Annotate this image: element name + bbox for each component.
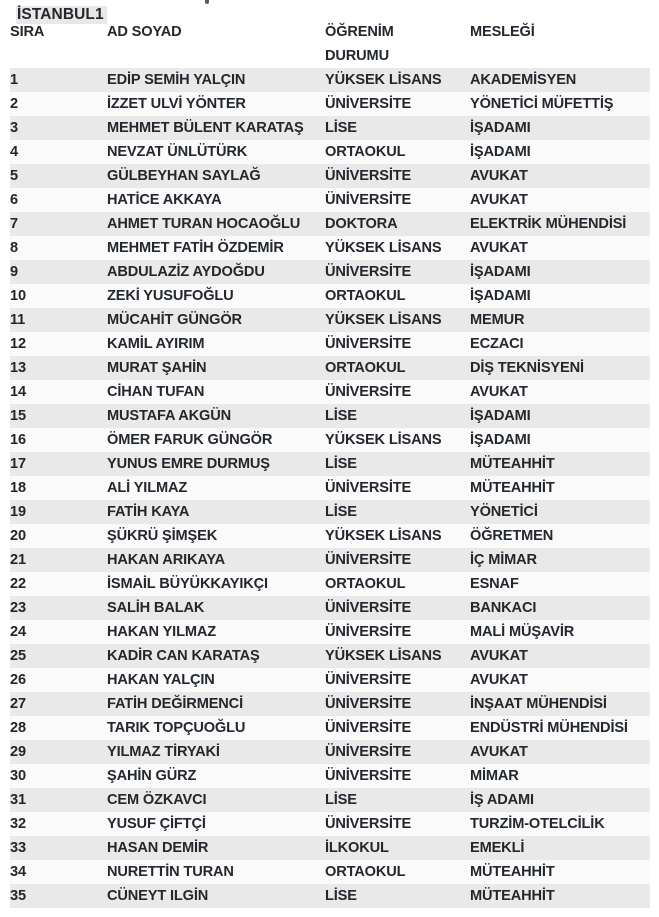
cell-sira: 35 [10, 884, 107, 908]
cell-sira: 19 [10, 500, 107, 524]
cell-ad-soyad: İSMAİL BÜYÜKKAYIKÇI [107, 572, 325, 596]
table-row [10, 836, 650, 860]
cell-meslegi: BANKACI [470, 596, 650, 620]
cell-ogrenim-durumu: ÜNİVERSİTE [325, 692, 470, 716]
table-row [10, 236, 650, 260]
cell-ad-soyad: HAKAN ARIKAYA [107, 548, 325, 572]
column-header-meslegi-label: MESLEĞİ [470, 24, 535, 40]
cell-ad-soyad: YUSUF ÇİFTÇİ [107, 812, 325, 836]
cell-sira: 12 [10, 332, 107, 356]
cell-meslegi: İŞADAMI [470, 428, 650, 452]
cell-ad-soyad: ABDULAZİZ AYDOĞDU [107, 260, 325, 284]
cell-ad-soyad: GÜLBEYHAN SAYLAĞ [107, 164, 325, 188]
cell-sira: 18 [10, 476, 107, 500]
cell-ogrenim-durumu: YÜKSEK LİSANS [325, 68, 470, 92]
cell-ad-soyad: ZEKİ YUSUFOĞLU [107, 284, 325, 308]
cell-ad-soyad: YUNUS EMRE DURMUŞ [107, 452, 325, 476]
column-header-sira-label: SIRA [10, 24, 45, 40]
cell-meslegi: MEMUR [470, 308, 650, 332]
cell-ad-soyad: CİHAN TUFAN [107, 380, 325, 404]
table-row [10, 212, 650, 236]
cell-sira: 21 [10, 548, 107, 572]
cell-ad-soyad: YILMAZ TİRYAKİ [107, 740, 325, 764]
cell-ogrenim-durumu: LİSE [325, 452, 470, 476]
cell-sira: 23 [10, 596, 107, 620]
cell-ad-soyad: NEVZAT ÜNLÜTÜRK [107, 140, 325, 164]
table-header [10, 21, 650, 68]
cell-ad-soyad: ŞAHİN GÜRZ [107, 764, 325, 788]
cell-sira: 22 [10, 572, 107, 596]
table-row [10, 692, 650, 716]
table-row [10, 356, 650, 380]
table-row [10, 764, 650, 788]
table-row [10, 428, 650, 452]
cell-meslegi: DİŞ TEKNİSYENİ [470, 356, 650, 380]
cell-sira: 26 [10, 668, 107, 692]
table-row [10, 596, 650, 620]
cell-ogrenim-durumu: ORTAOKUL [325, 140, 470, 164]
cell-sira: 15 [10, 404, 107, 428]
cell-ogrenim-durumu: ÜNİVERSİTE [325, 716, 470, 740]
cell-meslegi: ELEKTRİK MÜHENDİSİ [470, 212, 650, 236]
table-row [10, 812, 650, 836]
cell-ogrenim-durumu: YÜKSEK LİSANS [325, 236, 470, 260]
cell-ogrenim-durumu: ÜNİVERSİTE [325, 812, 470, 836]
cell-sira: 29 [10, 740, 107, 764]
table-row [10, 452, 650, 476]
table-row [10, 308, 650, 332]
cell-meslegi: İÇ MİMAR [470, 548, 650, 572]
table-row [10, 668, 650, 692]
cell-meslegi: İŞADAMI [470, 260, 650, 284]
table-row [10, 332, 650, 356]
cell-ogrenim-durumu: YÜKSEK LİSANS [325, 428, 470, 452]
cell-ad-soyad: MÜCAHİT GÜNGÖR [107, 308, 325, 332]
cell-ad-soyad: FATİH DEĞİRMENCİ [107, 692, 325, 716]
cell-ogrenim-durumu: ÜNİVERSİTE [325, 476, 470, 500]
cell-sira: 28 [10, 716, 107, 740]
cell-sira: 13 [10, 356, 107, 380]
cell-ad-soyad: KADİR CAN KARATAŞ [107, 644, 325, 668]
cell-meslegi: MÜTEAHHİT [470, 860, 650, 884]
cell-ad-soyad: MEHMET FATİH ÖZDEMİR [107, 236, 325, 260]
cell-ogrenim-durumu: ÜNİVERSİTE [325, 740, 470, 764]
table-row [10, 884, 650, 908]
candidate-table [10, 21, 650, 908]
cell-meslegi: AVUKAT [470, 380, 650, 404]
cell-ad-soyad: ŞÜKRÜ ŞİMŞEK [107, 524, 325, 548]
cell-meslegi: İNŞAAT MÜHENDİSİ [470, 692, 650, 716]
cell-ad-soyad: MUSTAFA AKGÜN [107, 404, 325, 428]
cell-ogrenim-durumu: LİSE [325, 500, 470, 524]
cell-ogrenim-durumu: YÜKSEK LİSANS [325, 308, 470, 332]
cell-ogrenim-durumu: ÜNİVERSİTE [325, 92, 470, 116]
cell-ad-soyad: EDİP SEMİH YALÇIN [107, 68, 325, 92]
column-header-ad-soyad-label: AD SOYAD [107, 24, 182, 40]
table-row [10, 500, 650, 524]
table-row [10, 476, 650, 500]
cell-sira: 34 [10, 860, 107, 884]
cell-ad-soyad: MURAT ŞAHİN [107, 356, 325, 380]
cell-ogrenim-durumu: LİSE [325, 884, 470, 908]
table-row [10, 788, 650, 812]
cell-ad-soyad: HASAN DEMİR [107, 836, 325, 860]
cell-ogrenim-durumu: ÜNİVERSİTE [325, 260, 470, 284]
cell-ad-soyad: HAKAN YILMAZ [107, 620, 325, 644]
cell-meslegi: EMEKLİ [470, 836, 650, 860]
table-row [10, 716, 650, 740]
cell-meslegi: İŞADAMI [470, 140, 650, 164]
column-header-ad-soyad [107, 21, 325, 68]
cell-sira: 30 [10, 764, 107, 788]
cell-ad-soyad: AHMET TURAN HOCAOĞLU [107, 212, 325, 236]
cell-sira: 6 [10, 188, 107, 212]
column-header-meslegi [470, 21, 650, 68]
cell-ogrenim-durumu: ÜNİVERSİTE [325, 332, 470, 356]
cell-sira: 32 [10, 812, 107, 836]
table-row [10, 68, 650, 92]
cell-sira: 3 [10, 116, 107, 140]
cell-ad-soyad: CÜNEYT ILGİN [107, 884, 325, 908]
cell-ogrenim-durumu: ÜNİVERSİTE [325, 548, 470, 572]
table-row [10, 404, 650, 428]
cell-ogrenim-durumu: LİSE [325, 116, 470, 140]
cell-meslegi: YÖNETİCİ MÜFETTİŞ [470, 92, 650, 116]
cell-ogrenim-durumu: İLKOKUL [325, 836, 470, 860]
cell-meslegi: AVUKAT [470, 236, 650, 260]
cell-meslegi: ESNAF [470, 572, 650, 596]
header-row [10, 21, 650, 68]
cell-meslegi: İŞADAMI [470, 116, 650, 140]
cell-meslegi: AKADEMİSYEN [470, 68, 650, 92]
column-header-ogrenim-durumu-label-line2: DURUMU [325, 47, 389, 64]
table-row [10, 188, 650, 212]
cell-ad-soyad: HAKAN YALÇIN [107, 668, 325, 692]
cell-sira: 1 [10, 68, 107, 92]
table-row [10, 740, 650, 764]
cell-ad-soyad: HATİCE AKKAYA [107, 188, 325, 212]
cell-ogrenim-durumu: ÜNİVERSİTE [325, 620, 470, 644]
cell-ogrenim-durumu: LİSE [325, 404, 470, 428]
cell-meslegi: MÜTEAHHİT [470, 476, 650, 500]
column-header-sira [10, 21, 107, 68]
column-header-ogrenim-durumu [325, 21, 470, 68]
cell-meslegi: MÜTEAHHİT [470, 884, 650, 908]
cell-meslegi: İŞADAMI [470, 284, 650, 308]
cell-ad-soyad: ALİ YILMAZ [107, 476, 325, 500]
cell-ogrenim-durumu: ORTAOKUL [325, 572, 470, 596]
table-row [10, 116, 650, 140]
cell-sira: 5 [10, 164, 107, 188]
cell-sira: 14 [10, 380, 107, 404]
table-row [10, 284, 650, 308]
table-row [10, 644, 650, 668]
cell-meslegi: TURZİM-OTELCİLİK [470, 812, 650, 836]
cell-meslegi: AVUKAT [470, 644, 650, 668]
cell-ad-soyad: CEM ÖZKAVCI [107, 788, 325, 812]
cell-ad-soyad: NURETTİN TURAN [107, 860, 325, 884]
table-row [10, 380, 650, 404]
cell-ad-soyad: SALİH BALAK [107, 596, 325, 620]
cell-sira: 16 [10, 428, 107, 452]
cell-ogrenim-durumu: ORTAOKUL [325, 860, 470, 884]
cell-meslegi: AVUKAT [470, 188, 650, 212]
cell-sira: 20 [10, 524, 107, 548]
cell-ogrenim-durumu: ÜNİVERSİTE [325, 188, 470, 212]
cell-ogrenim-durumu: ÜNİVERSİTE [325, 764, 470, 788]
cell-meslegi: MİMAR [470, 764, 650, 788]
cell-ad-soyad: FATİH KAYA [107, 500, 325, 524]
cell-ad-soyad: ÖMER FARUK GÜNGÖR [107, 428, 325, 452]
table-row [10, 524, 650, 548]
cell-sira: 7 [10, 212, 107, 236]
table-row [10, 260, 650, 284]
cell-meslegi: YÖNETİCİ [470, 500, 650, 524]
cell-ogrenim-durumu: ÜNİVERSİTE [325, 596, 470, 620]
cell-meslegi: AVUKAT [470, 164, 650, 188]
table-row [10, 92, 650, 116]
column-header-ogrenim-durumu-label-line1: ÖĞRENİM [325, 24, 394, 40]
cell-sira: 11 [10, 308, 107, 332]
cell-ad-soyad: TARIK TOPÇUOĞLU [107, 716, 325, 740]
cell-ogrenim-durumu: LİSE [325, 788, 470, 812]
cell-meslegi: ENDÜSTRİ MÜHENDİSİ [470, 716, 650, 740]
cell-meslegi: ÖĞRETMEN [470, 524, 650, 548]
cell-ad-soyad: İZZET ULVİ YÖNTER [107, 92, 325, 116]
cell-sira: 24 [10, 620, 107, 644]
cell-sira: 10 [10, 284, 107, 308]
cell-ogrenim-durumu: ÜNİVERSİTE [325, 380, 470, 404]
cell-ogrenim-durumu: YÜKSEK LİSANS [325, 524, 470, 548]
cell-sira: 8 [10, 236, 107, 260]
cell-sira: 33 [10, 836, 107, 860]
table-row [10, 620, 650, 644]
cell-sira: 9 [10, 260, 107, 284]
cell-sira: 31 [10, 788, 107, 812]
cell-meslegi: AVUKAT [470, 740, 650, 764]
cell-ogrenim-durumu: ÜNİVERSİTE [325, 668, 470, 692]
page-title: İSTANBUL1 [16, 6, 107, 24]
cell-meslegi: MÜTEAHHİT [470, 452, 650, 476]
table-row [10, 860, 650, 884]
cell-ogrenim-durumu: ÜNİVERSİTE [325, 164, 470, 188]
table-body [10, 68, 650, 908]
cell-sira: 17 [10, 452, 107, 476]
cell-ogrenim-durumu: YÜKSEK LİSANS [325, 644, 470, 668]
cell-ogrenim-durumu: ORTAOKUL [325, 356, 470, 380]
cell-sira: 25 [10, 644, 107, 668]
title-row [0, 0, 659, 21]
cell-meslegi: İŞADAMI [470, 404, 650, 428]
cell-ogrenim-durumu: ORTAOKUL [325, 284, 470, 308]
cell-sira: 27 [10, 692, 107, 716]
table-row [10, 164, 650, 188]
cell-ogrenim-durumu: DOKTORA [325, 212, 470, 236]
cell-meslegi: AVUKAT [470, 668, 650, 692]
cell-ad-soyad: MEHMET BÜLENT KARATAŞ [107, 116, 325, 140]
cell-sira: 2 [10, 92, 107, 116]
cell-meslegi: ECZACI [470, 332, 650, 356]
cell-meslegi: MALİ MÜŞAVİR [470, 620, 650, 644]
table-row [10, 140, 650, 164]
table-row [10, 548, 650, 572]
cell-meslegi: İŞ ADAMI [470, 788, 650, 812]
table-row [10, 572, 650, 596]
cell-sira: 4 [10, 140, 107, 164]
cell-ad-soyad: KAMİL AYIRIM [107, 332, 325, 356]
